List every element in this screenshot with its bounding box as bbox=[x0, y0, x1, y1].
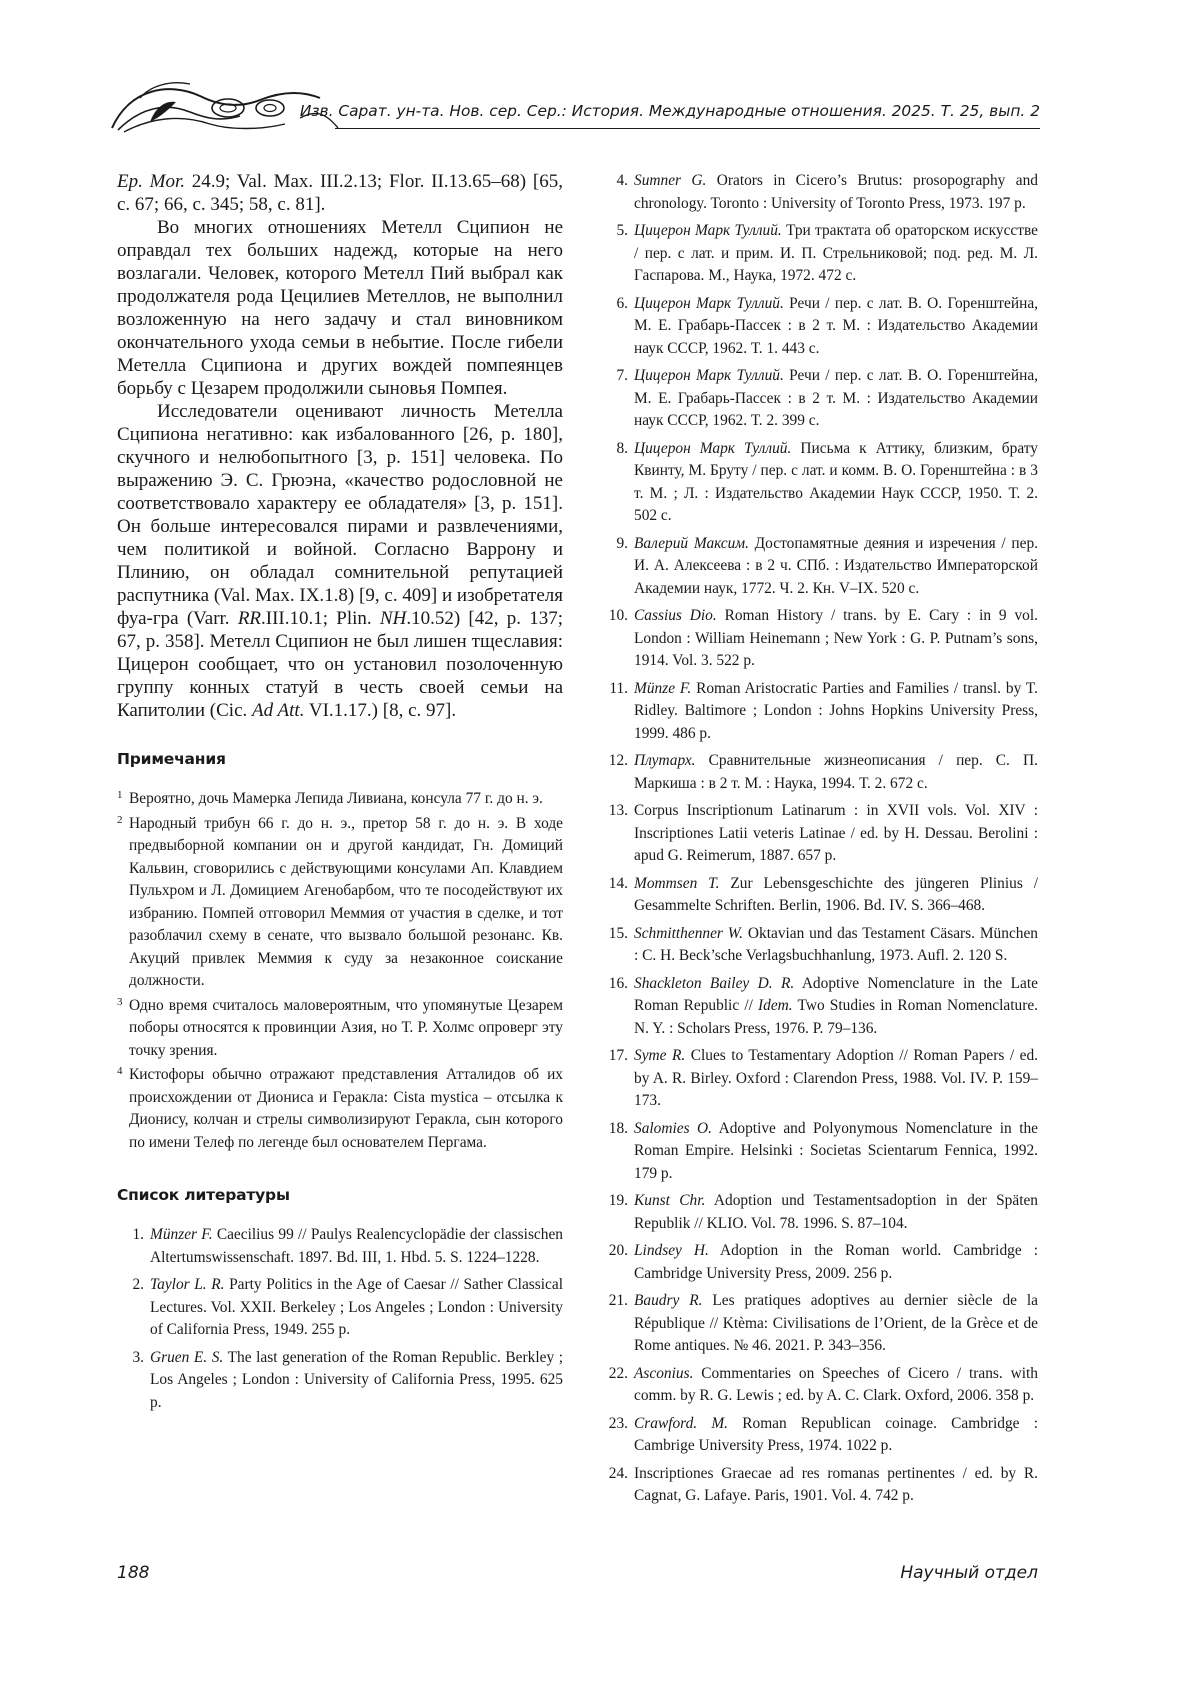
notes-list bbox=[117, 788, 563, 1154]
reference-number: 22. bbox=[608, 1364, 628, 1382]
reference-author: Münze F. bbox=[634, 679, 692, 697]
reference-text: Clues to Testamentary Adoption // Roman Papers / ed. by A. R. Birley. Oxford : Clarendon Press, 1988. Vol. IV. P. 159–173. bbox=[634, 1047, 1039, 1109]
reference-author: Schmitthenner W. bbox=[634, 924, 744, 942]
reference-number: 18. bbox=[608, 1119, 628, 1137]
reference-author: Shackleton Bailey D. R. bbox=[634, 974, 795, 992]
reference-number: 11. bbox=[609, 679, 628, 697]
reference-author: Sumner G. bbox=[634, 172, 707, 189]
reference-number: 5. bbox=[616, 222, 628, 239]
reference-text: The last generation of the Roman Republic. Berkley ; Los Angeles ; London : University of California Press, 1995. 625 p. bbox=[150, 1348, 563, 1411]
reference-author: Gruen E. S. bbox=[150, 1348, 224, 1366]
reference-number: 10. bbox=[608, 607, 628, 624]
reference-author: Валерий Максим. bbox=[634, 534, 749, 552]
reference-number: 9. bbox=[616, 534, 628, 552]
reference-number: 6. bbox=[616, 294, 628, 312]
note-item bbox=[117, 1064, 563, 1154]
reference-item bbox=[601, 170, 1038, 215]
reference-text: Inscriptiones Graecae ad res romanas pertinentes / ed. by R. Cagnat, G. Lafaye. Paris, 1901. Vol. 4. 742 p. bbox=[634, 1464, 1038, 1504]
reference-text: Roman Republican coinage. Cambridge : Cambrige University Press, 1974. 1022 p. bbox=[634, 1414, 1038, 1454]
reference-text: Речи / пер. с лат. В. О. Горенштейна, М. Е. Грабарь-Пассек : в 2 т. М. : Издательство Академии наук СССР, 1962. Т. 1. 443 с. bbox=[634, 294, 1039, 357]
reference-item bbox=[601, 1045, 1038, 1113]
reference-text: Adoptive and Polyonymous Nomenclature in the Roman Empire. Helsinki : Societas Scientarum Fennica, 1992. 179 p. bbox=[634, 1119, 1038, 1182]
reference-text: Party Politics in the Age of Caesar // Sather Classical Lectures. Vol. XXII. Berkeley ; Los Angeles ; London : University of California Press, 1949. 255 p. bbox=[150, 1276, 563, 1338]
reference-item bbox=[601, 605, 1038, 673]
reference-number: 3. bbox=[132, 1348, 144, 1366]
reference-number: 7. bbox=[616, 367, 628, 384]
reference-number: 14. bbox=[608, 874, 628, 892]
reference-author: Asconius. bbox=[634, 1364, 694, 1382]
reference-item bbox=[117, 1347, 563, 1415]
reference-author: Cassius Dio. bbox=[634, 607, 717, 624]
reference-text: Roman Aristocratic Parties and Families / transl. by T. Ridley. Baltimore ; London : Johns Hopkins University Press, 1999. 486 p. bbox=[634, 679, 1038, 742]
reference-author: Mommsen T. bbox=[634, 874, 720, 892]
reference-item bbox=[601, 973, 1038, 1041]
reference-item bbox=[117, 1224, 563, 1269]
reference-item bbox=[601, 1463, 1038, 1508]
reference-author: Münzer F. bbox=[150, 1226, 213, 1243]
note-number: 4 bbox=[117, 1065, 123, 1077]
section-name: Научный отдел bbox=[900, 1563, 1038, 1583]
reference-item bbox=[601, 220, 1038, 288]
reference-text: Речи / пер. с лат. В. О. Горенштейна, М. Е. Грабарь-Пассек : в 2 т. М. : Издательство Академии наук СССР, 1962. Т. 2. 399 с. bbox=[634, 367, 1039, 429]
reference-author: Плутарх. bbox=[634, 752, 696, 769]
reference-item bbox=[601, 365, 1038, 433]
reference-text: Corpus Inscriptionum Latinarum : in XVII vols. Vol. XIV : Inscriptiones Latii veteris Latinae / ed. by H. Dessau. Berolini : apud G. Reimerum, 1887. 657 p. bbox=[634, 802, 1038, 864]
reference-text: Три трактата об ораторском искусстве / пер. с лат. и прим. И. П. Стрельниковой; под. ред. М. Л. Гаспарова. М., Наука, 1972. 472 с. bbox=[634, 222, 1038, 284]
reference-number: 23. bbox=[608, 1414, 628, 1432]
journal-title: Изв. Сарат. ун-та. Нов. сер. Сер.: История. Международные отношения. 2025. Т. 25, вып. 2 bbox=[299, 102, 1040, 120]
reference-number: 20. bbox=[608, 1242, 628, 1259]
reference-author: Цицерон Марк Туллий. bbox=[634, 439, 792, 457]
note-item bbox=[117, 788, 563, 811]
note-number: 2 bbox=[117, 813, 123, 826]
reference-text: Adoption in the Roman world. Cambridge : Cambridge University Press, 2009. 256 p. bbox=[634, 1242, 1038, 1282]
references-heading: Список литературы bbox=[117, 1186, 290, 1204]
reference-item bbox=[117, 1274, 563, 1342]
reference-text: Roman History / trans. by E. Cary : in 9 vol. London : William Heinemann ; New York : G. P. Putnam’s sons, 1914. Vol. 3. 522 p. bbox=[634, 607, 1038, 669]
note-item bbox=[117, 813, 563, 993]
reference-text: Orators in Cicero’s Brutus: prosopography and chronology. Toronto : University of Toronto Press, 1973. 197 p. bbox=[634, 172, 1038, 212]
reference-item bbox=[601, 1240, 1038, 1285]
reference-number: 21. bbox=[608, 1292, 628, 1309]
note-text: Кистофоры обычно отражают представления Атталидов об их происхождении от Диониса и Геракла: Cista mystica – отсылка к Дионису, колчан и стрелы символизируют Геракла, сын которого по имени Телеф по легенде был основателем Пергама. bbox=[129, 1066, 563, 1151]
running-header bbox=[110, 78, 1040, 136]
reference-item bbox=[601, 678, 1038, 746]
header-rule bbox=[335, 128, 1040, 129]
reference-item bbox=[601, 533, 1038, 601]
note-text: Вероятно, дочь Мамерка Лепида Ливиана, консула 77 г. до н. э. bbox=[129, 790, 543, 807]
reference-number: 24. bbox=[608, 1464, 628, 1482]
reference-text: Les pratiques adoptives au dernier siècle de la République // Ktèma: Civilisations de l’Orient, de la Grèce et de Rome antiques. № 46. 2021. P. 343–356. bbox=[634, 1292, 1038, 1354]
reference-author: Lindsey H. bbox=[634, 1242, 709, 1259]
reference-number: 19. bbox=[608, 1192, 628, 1209]
reference-author: Baudry R. bbox=[634, 1292, 703, 1309]
reference-author: Цицерон Марк Туллий. bbox=[634, 222, 782, 239]
reference-item bbox=[601, 873, 1038, 918]
reference-text: Oktavian und das Testament Cäsars. München : C. H. Beck’sche Verlagsbuchhanlung, 1973. Aufl. 2. 120 S. bbox=[634, 924, 1038, 964]
reference-number: 8. bbox=[616, 439, 628, 457]
reference-text: Письма к Аттику, близким, брату Квинту, М. Бруту / пер. с лат. и комм. В. О. Горенштейна : в 3 т. М. ; Л. : Издательство Академии Наук СССР, 1950. Т. 2. 502 с. bbox=[634, 439, 1038, 524]
note-item bbox=[117, 995, 563, 1063]
reference-item bbox=[601, 1118, 1038, 1186]
reference-item bbox=[601, 750, 1038, 795]
reference-author: Syme R. bbox=[634, 1047, 686, 1064]
reference-item bbox=[601, 1413, 1038, 1458]
reference-number: 2. bbox=[132, 1276, 144, 1293]
reference-item bbox=[601, 1190, 1038, 1235]
paragraph-1: Ep. Mor. 24.9; Val. Max. III.2.13; Flor. II.13.65–68) [65, с. 67; 66, с. 345; 58, с. 81]. bbox=[117, 171, 563, 215]
reference-text: Достопамятные деяния и изречения / пер. И. А. Алексеева : в 2 ч. СПб. : Издательство Императорской Академии наук, 1772. Ч. 2. Кн. V–IX. 520 с. bbox=[634, 534, 1039, 597]
notes-heading: Примечания bbox=[117, 750, 226, 768]
reference-text: Zur Lebensgeschichte des jüngeren Plinius / Gesammelte Schriften. Berlin, 1906. Bd. IV. S. 366–468. bbox=[634, 874, 1039, 914]
reference-text-2: Two Studies in Roman Nomenclature. N. Y. : Scholars Press, 1976. P. 79–136. bbox=[634, 997, 1038, 1037]
note-text: Одно время считалось маловероятным, что упомянутые Цезарем поборы относятся к провинции Азия, но Т. Р. Холмс опроверг эту точку зрения. bbox=[129, 996, 563, 1059]
reference-text: Adoptive Nomenclature in the Late Roman Republic // bbox=[634, 974, 1038, 1014]
reference-item bbox=[601, 800, 1038, 868]
reference-number: 4. bbox=[616, 172, 628, 189]
page-number: 188 bbox=[117, 1563, 150, 1583]
reference-number: 16. bbox=[608, 974, 628, 992]
reference-author: Crawford. M. bbox=[634, 1414, 729, 1432]
reference-author-2: Idem. bbox=[758, 997, 793, 1014]
reference-text: Adoption und Testamentsadoption in der Späten Republik // KLIO. Vol. 78. 1996. S. 87–104. bbox=[634, 1192, 1038, 1232]
reference-author: Kunst Chr. bbox=[634, 1192, 706, 1209]
reference-author: Цицерон Марк Туллий. bbox=[634, 367, 784, 384]
reference-number: 13. bbox=[608, 802, 628, 819]
reference-item bbox=[601, 438, 1038, 528]
reference-number: 15. bbox=[608, 924, 628, 942]
right-column bbox=[601, 170, 1038, 1513]
reference-item bbox=[601, 293, 1038, 361]
references-list-left bbox=[117, 1224, 563, 1414]
reference-text: Сравнительные жизнеописания / пер. С. П. Маркиша : в 2 т. М. : Наука, 1994. Т. 2. 672 с. bbox=[634, 752, 1038, 792]
reference-item bbox=[601, 1290, 1038, 1358]
reference-author: Taylor L. R. bbox=[150, 1276, 225, 1293]
reference-author: Цицерон Марк Туллий. bbox=[634, 294, 784, 312]
reference-item bbox=[601, 1363, 1038, 1408]
paragraph-2: Во многих отношениях Метелл Сципион не оправдал тех больших надежд, которые на него возлагали. Человек, которого Метелл Пий выбрал как продолжателя рода Цецилиев Метеллов, не выполнил возложенную на него задачу и стал виновником окончательного ухода семьи в небытие. После гибели Метелла Сципиона и других вождей помпеянцев борьбу с Цезарем продолжили сыновья Помпея. bbox=[117, 217, 563, 399]
paragraph-3: Исследователи оценивают личность Метелла Сципиона негативно: как избалованного [26, p. 180], скучного и нелюбопытного [3, p. 151] человека. По выражению Э. С. Грюэна, «качество родословной не соответствовало характеру ее обладателя» [3, p. 151]. Он больше интересовался пирами и развлечениями, чем политикой и войной. Согласно Варрону и Плинию, он обладал сомнительной репутацией распутника (Val. Max. IX.1.8) [9, с. 409] и изобретателя фуа-гра (Varr. RR.III.10.1; Plin. NH.10.52) [42, p. 137; 67, p. 358]. Метелл Сципион не был лишен тщеславия: Цицерон сообщает, что он установил позолоченную группу конных статуй в честь своей семьи на Капитолии (Cic. Ad Att. VI.1.17.) [8, с. 97]. bbox=[117, 401, 564, 721]
reference-number: 1. bbox=[132, 1226, 144, 1243]
reference-text: Caecilius 99 // Paulys Realencyclopädie der classischen Altertumswissenschaft. 1897. Bd. III, 1. Hbd. 5. S. 1224–1228. bbox=[150, 1226, 563, 1266]
note-text: Народный трибун 66 г. до н. э., претор 58 г. до н. э. В ходе предвыборной компании он и другой кандидат, Гн. Домиций Кальвин, сговорились с действующими консулами Ап. Клавдием Пульхром и Л. Домицием Агенобарбом, что те посодействуют их избранию. Помпей отговорил Меммия от участия в сделке, и тот разоблачил схему в сенате, что вызвало большой резонанс. Кв. Акуций привлек Меммия к суду за незаконное соискание должности. bbox=[129, 814, 563, 989]
reference-item bbox=[601, 923, 1038, 968]
references-list-right bbox=[601, 170, 1038, 1508]
reference-text: Commentaries on Speeches of Cicero / trans. with comm. by R. G. Lewis ; ed. by A. C. Clark. Oxford, 2006. 358 p. bbox=[634, 1364, 1038, 1404]
note-number: 3 bbox=[117, 995, 123, 1008]
left-column bbox=[117, 170, 563, 1419]
reference-number: 12. bbox=[608, 752, 628, 769]
reference-number: 17. bbox=[608, 1047, 628, 1064]
note-number: 1 bbox=[117, 789, 123, 801]
reference-author: Salomies O. bbox=[634, 1119, 712, 1137]
